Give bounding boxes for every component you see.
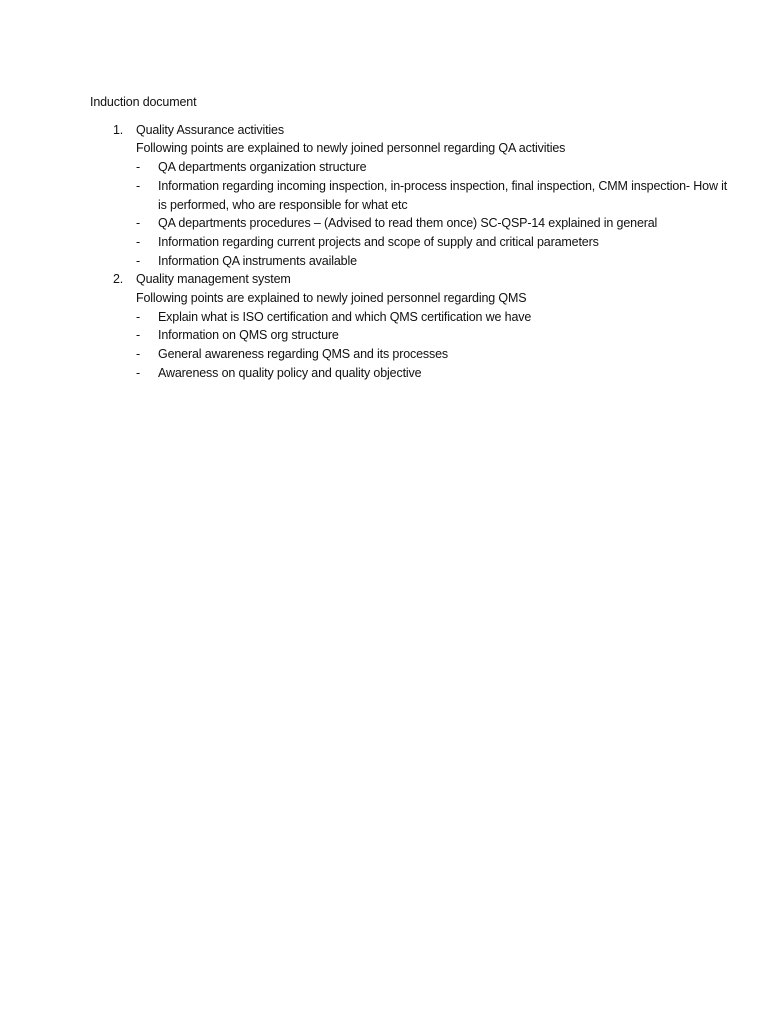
list-item-text: Information regarding current projects and scope of supply and critical parameters — [158, 234, 599, 249]
list-item-text: Information regarding incoming inspection, in-process inspection, final inspection, CMM inspection- How it is performed, who are responsible for what etc — [158, 178, 728, 212]
list-item — [136, 177, 730, 214]
list-item-text: Information QA instruments available — [158, 253, 357, 268]
bullet-list — [136, 308, 730, 383]
bullet-dash: - — [136, 178, 141, 193]
list-item — [136, 345, 730, 364]
bullet-list — [136, 158, 730, 270]
list-item — [136, 308, 730, 327]
list-item-text: QA departments procedures – (Advised to read them once) SC-QSP-14 explained in general — [158, 216, 658, 231]
section-intro: Following points are explained to newly joined personnel regarding QMS — [136, 291, 527, 306]
section-quality-assurance — [90, 121, 730, 271]
document-title: Induction document — [90, 95, 197, 109]
document-body — [90, 93, 730, 383]
bullet-dash: - — [136, 347, 141, 362]
section-number: 1. — [113, 122, 124, 137]
list-item — [136, 214, 730, 233]
bullet-dash: - — [136, 328, 141, 343]
list-item — [136, 158, 730, 177]
list-item — [136, 233, 730, 252]
bullet-dash: - — [136, 253, 141, 268]
section-heading: Quality Assurance activities — [136, 122, 284, 137]
list-item — [136, 326, 730, 345]
bullet-dash: - — [136, 160, 141, 175]
section-quality-management-system — [90, 270, 730, 382]
section-intro: Following points are explained to newly joined personnel regarding QA activities — [136, 141, 566, 156]
bullet-dash: - — [136, 234, 141, 249]
bullet-dash: - — [136, 216, 141, 231]
list-item-text: Awareness on quality policy and quality objective — [158, 365, 422, 380]
list-item-text: Explain what is ISO certification and which QMS certification we have — [158, 309, 532, 324]
list-item — [136, 252, 730, 271]
list-item-text: General awareness regarding QMS and its processes — [158, 347, 449, 362]
section-number: 2. — [113, 272, 124, 287]
bullet-dash: - — [136, 365, 141, 380]
list-item-text: Information on QMS org structure — [158, 328, 339, 343]
section-heading: Quality management system — [136, 272, 291, 287]
list-item-text: QA departments organization structure — [158, 160, 367, 175]
list-item — [136, 364, 730, 383]
bullet-dash: - — [136, 309, 141, 324]
